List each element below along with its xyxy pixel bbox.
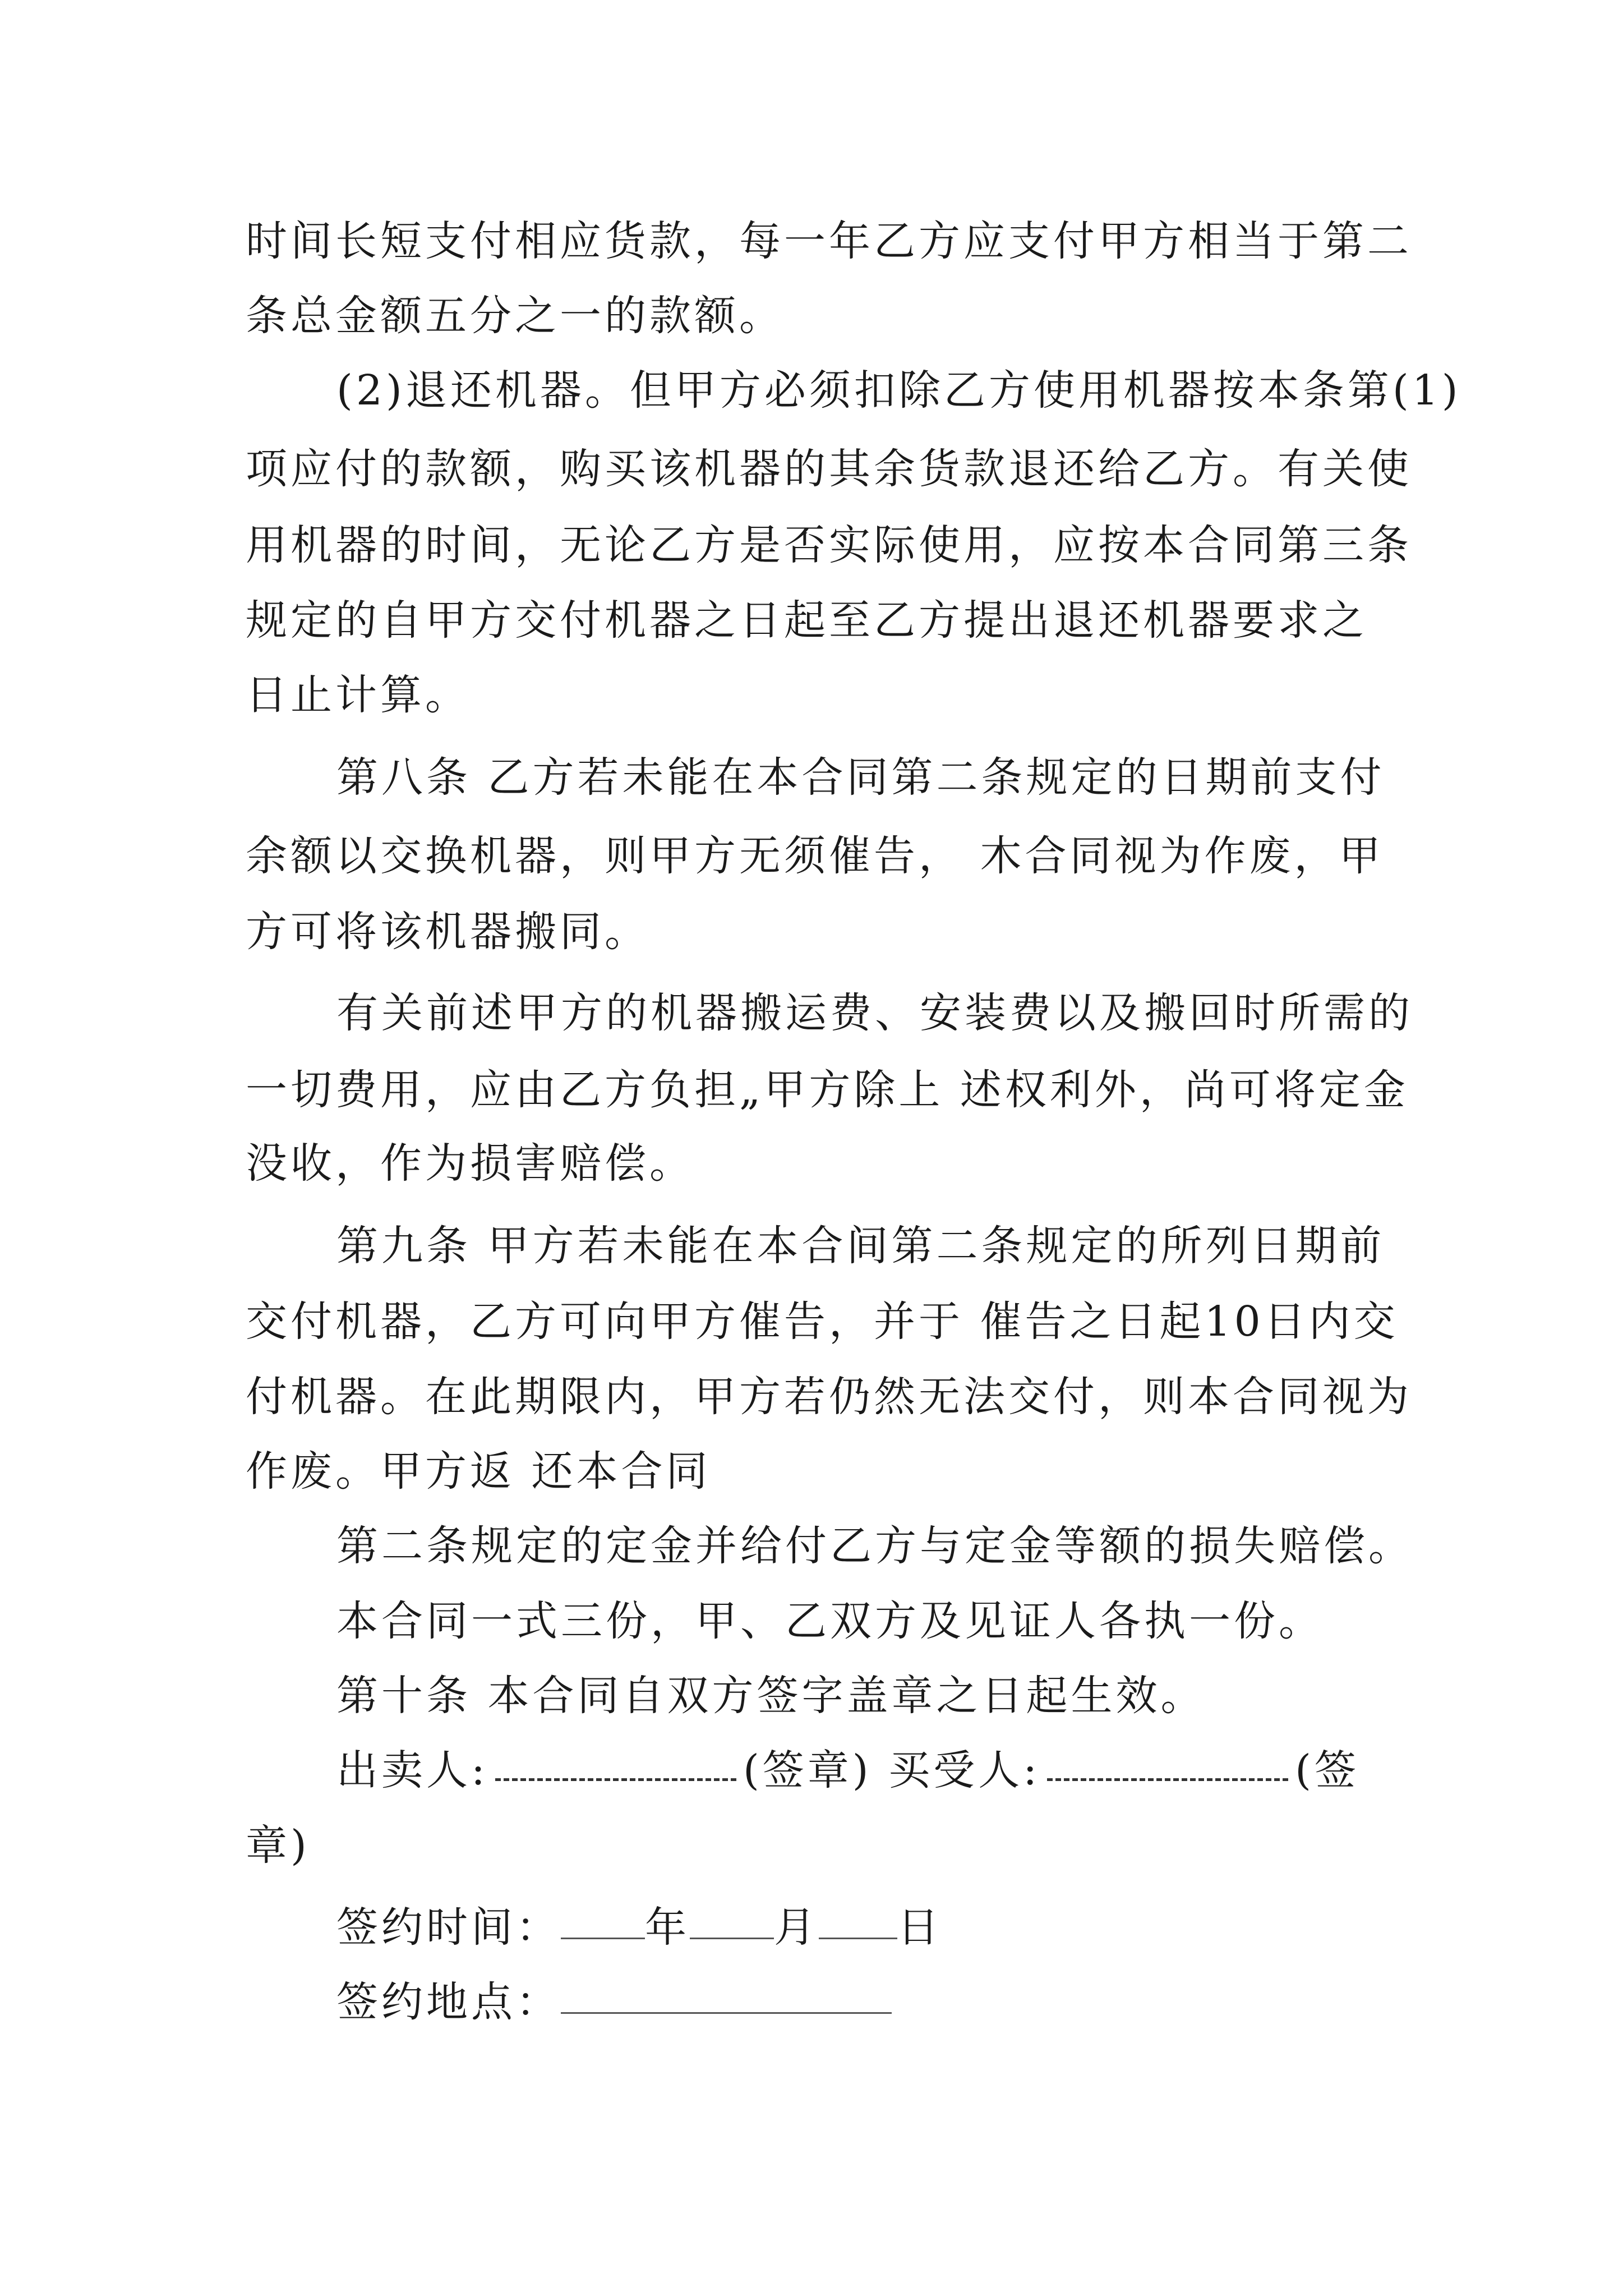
text-line: 用机器的时间，无论乙方是否实际使用，应按本合同第三条 xyxy=(246,521,1412,569)
text-line: 方可将该机器搬同。 xyxy=(246,908,649,956)
buyer-signature-blank[interactable] xyxy=(1047,1773,1288,1781)
month-blank[interactable] xyxy=(690,1932,774,1939)
text-line: 有关前述甲方的机器搬运费、安装费以及搬回时所需的 xyxy=(336,989,1413,1037)
section-9-heading-line: 第九条 甲方若未能在本合间第二条规定的所列日期前 xyxy=(336,1222,1385,1270)
text-line: 本合同一式三份，甲、乙双方及见证人各执一份。 xyxy=(336,1597,1324,1645)
text-line: (2)退还机器。但甲方必须扣除乙方使用机器按本条第(1) xyxy=(336,366,1461,415)
sign-place-line xyxy=(336,1974,892,2030)
seller-seal: (签章) xyxy=(743,1746,872,1795)
text-line: 条总金额五分之一的款额。 xyxy=(246,292,784,340)
year-label: 年 xyxy=(645,1903,690,1952)
text-line: 付机器。在此期限内，甲方若仍然无法交付，则本合同视为 xyxy=(246,1373,1412,1421)
text-line: 时间长短支付相应货款，每一年乙方应支付甲方相当于第二 xyxy=(246,217,1412,265)
buyer-seal-start: (签 xyxy=(1295,1746,1360,1795)
text-line: 第二条规定的定金并给付乙方与定金等额的损失赔偿。 xyxy=(336,1522,1413,1570)
sign-place-blank[interactable] xyxy=(561,2007,892,2014)
section-8-heading-line: 第八条 乙方若未能在本合同第二条规定的日期前支付 xyxy=(336,753,1385,802)
text-line: 余额以交换机器，则甲方无须催告， 木合同视为作废，甲 xyxy=(246,832,1384,880)
year-blank[interactable] xyxy=(561,1932,645,1939)
month-label: 月 xyxy=(774,1903,819,1952)
seller-signature-blank[interactable] xyxy=(495,1773,736,1781)
buyer-label: 买受人: xyxy=(888,1746,1041,1795)
text-line: 没收，作为损害赔偿。 xyxy=(246,1139,694,1188)
text-line: 作废。甲方返 还本合同 xyxy=(246,1447,711,1496)
seller-label: 出卖人: xyxy=(336,1746,488,1795)
text-line: 交付机器，乙方可向甲方催告，并于 催告之日起10日内交 xyxy=(246,1297,1399,1346)
text-line: 日止计算。 xyxy=(246,671,470,719)
sign-date-label: 签约时间： xyxy=(336,1903,561,1952)
signature-line xyxy=(336,1742,1359,1798)
sign-place-label: 签约地点： xyxy=(336,1978,561,2026)
section-10-heading-line: 第十条 本合同自双方签字盖章之日起生效。 xyxy=(336,1672,1206,1720)
day-label: 日 xyxy=(897,1903,942,1952)
text-line: 一切费用，应由乙方负担„甲方除上 述权利外，尚可将定金 xyxy=(246,1066,1409,1114)
sign-date-line xyxy=(336,1899,942,1955)
day-blank[interactable] xyxy=(819,1932,897,1939)
text-line: 项应付的款额，购买该机器的其余货款退还给乙方。有关使 xyxy=(246,445,1412,493)
text-line: 规定的自甲方交付机器之日起至乙方提出退还机器要求之 xyxy=(246,596,1367,645)
signature-line-continued: 章) xyxy=(246,1821,310,1870)
